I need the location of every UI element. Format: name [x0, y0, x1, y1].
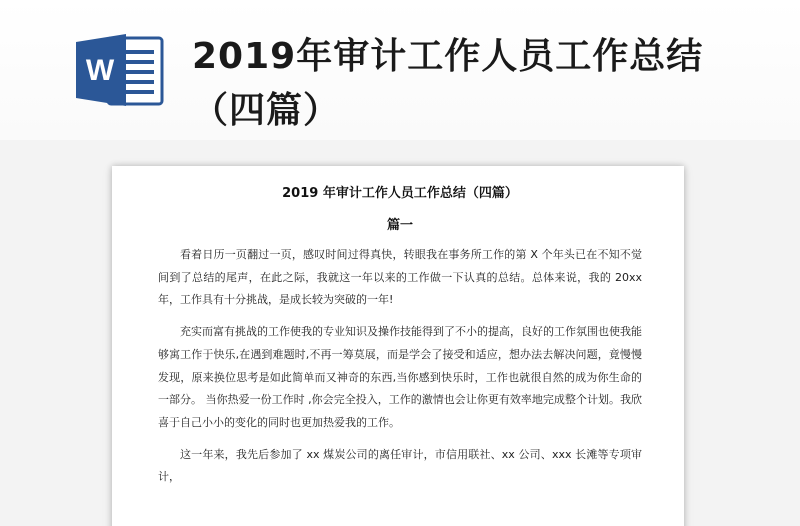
preview-header: [0, 0, 800, 140]
paragraph: 充实而富有挑战的工作使我的专业知识及操作技能得到了不小的提高，良好的工作氛围也使我能够寓工作于快乐,在遇到难题时,不再一筹莫展，而是学会了接受和适应，想办法去解决问题，竟慢慢发现，原来换位思考是如此简单而又神奇的东西,当你感到快乐时，工作也就很自然的成为你生命的一部分。 当你热爱一份工作时 ,你会完全投入，工作的激情也会让你更有效率地完成整个计划。我欣喜于自己小小的变化的同时也更加热爱我的工作。: [158, 325, 642, 429]
document-title: 2019 年审计工作人员工作总结（四篇）: [282, 186, 518, 201]
word-icon-letter: W: [85, 54, 115, 87]
section-heading: 篇一: [386, 218, 413, 233]
page-title: 2019年审计工作人员工作总结（四篇）: [192, 36, 704, 131]
word-doc-icon: [74, 32, 166, 108]
paragraph: 看着日历一页翻过一页，感叹时间过得真快，转眼我在事务所工作的第 X 个年头已在不知不觉间到了总结的尾声，在此之际，我就这一年以来的工作做一下认真的总结。总体来说，我的 20xx 年，工作具有十分挑战，是成长较为突破的一年!: [158, 248, 642, 307]
document-page: [112, 166, 684, 526]
paragraph: 这一年来，我先后参加了 xx 煤炭公司的离任审计，市信用联社、xx 公司、xxx 长滩等专项审计，: [158, 447, 642, 484]
document-body: [158, 244, 642, 489]
